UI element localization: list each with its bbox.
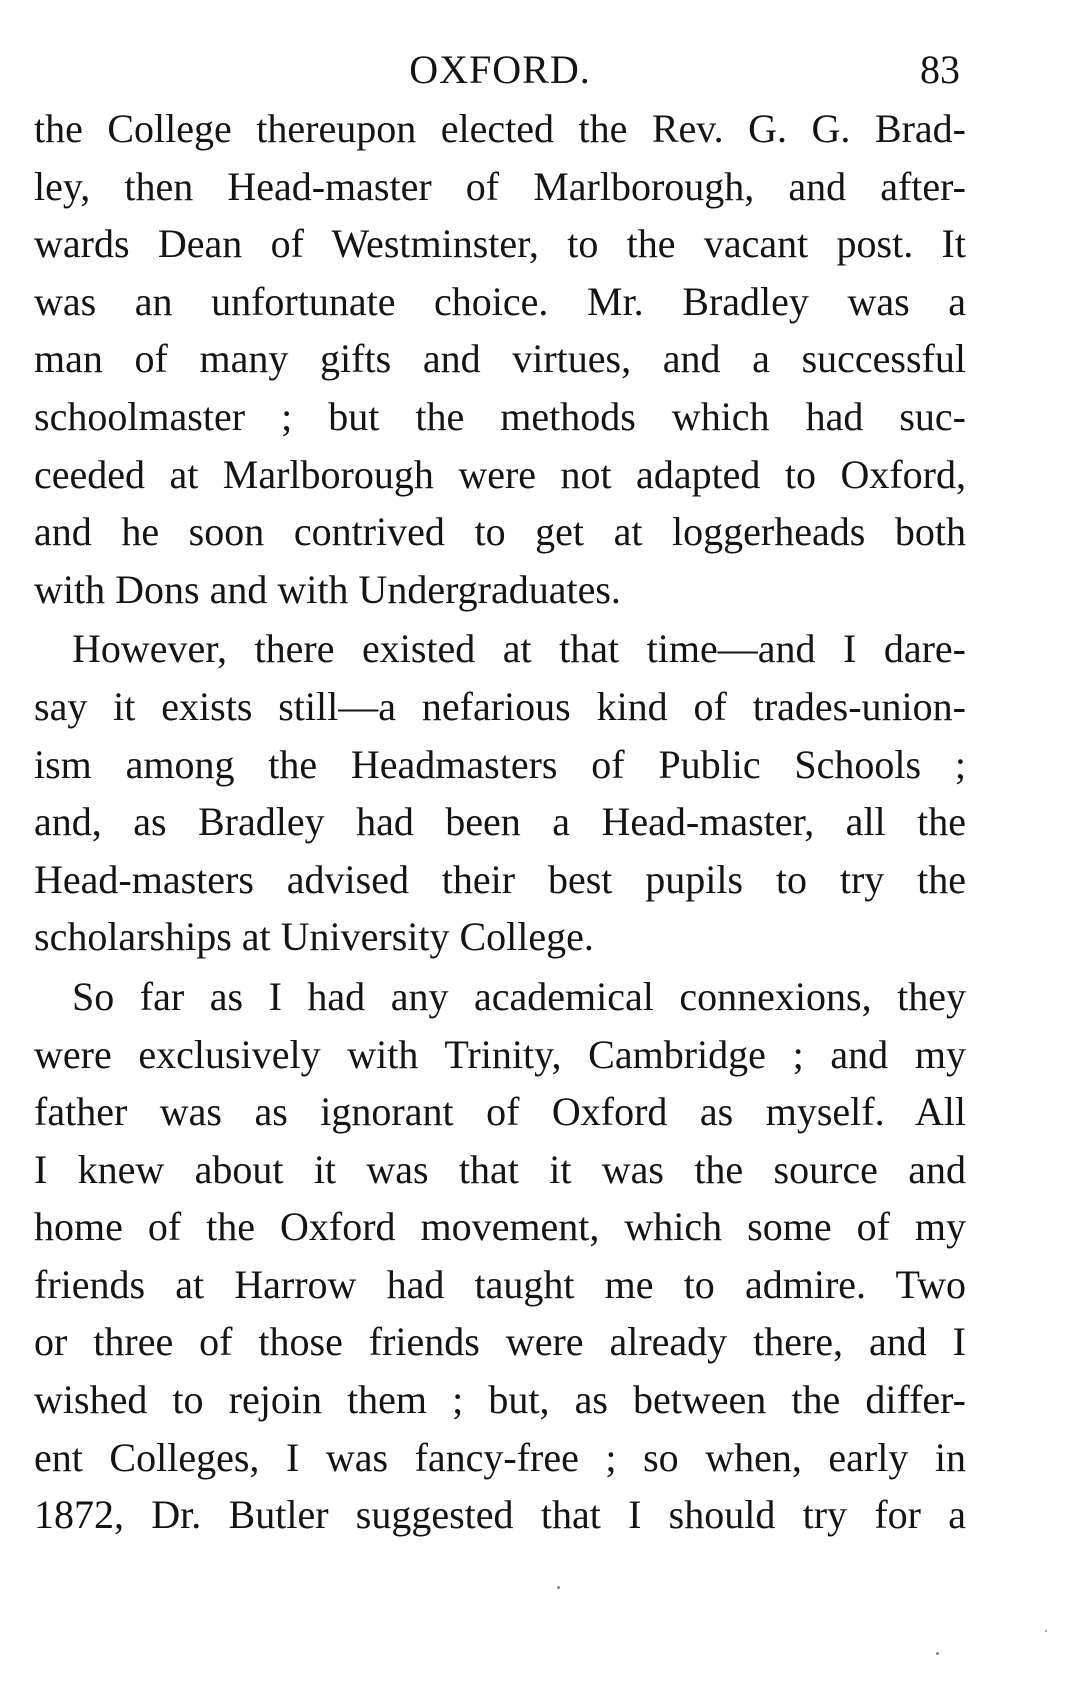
text-line: father was as ignorant of Oxford as myself. All (34, 1089, 966, 1135)
paragraph-2 (34, 620, 966, 966)
paragraph-3 (34, 968, 966, 1544)
text-line: scholarships at University College. (34, 914, 594, 960)
scan-speck (557, 1586, 560, 1589)
text-line: Head-masters advised their best pupils to try the (34, 856, 966, 902)
text-line: ism among the Headmasters of Public Schools ; (34, 741, 966, 787)
page-number: 83 (920, 47, 960, 92)
body-text (34, 100, 966, 1546)
scan-speck (1045, 1630, 1047, 1632)
text-line: the College thereupon elected the Rev. G. G. Brad- (34, 106, 966, 151)
running-title: OXFORD. (409, 47, 591, 92)
text-line: So far as I had any academical connexions, they (72, 973, 966, 1019)
text-line: friends at Harrow had taught me to admire. Two (34, 1261, 966, 1307)
text-line: home of the Oxford movement, which some of my (34, 1204, 966, 1250)
text-line: wards Dean of Westminster, to the vacant post. It (34, 221, 966, 267)
text-line: ent Colleges, I was fancy-free ; so when, early in (34, 1434, 966, 1480)
text-line: and, as Bradley had been a Head-master, all the (34, 799, 966, 845)
text-line: schoolmaster ; but the methods which had suc- (34, 393, 966, 439)
text-line: I knew about it was that it was the source and (34, 1146, 966, 1192)
text-line: 1872, Dr. Butler suggested that I should try for a (34, 1492, 966, 1538)
text-line: with Dons and with Undergraduates. (34, 566, 621, 612)
text-line: say it exists still—a nefarious kind of trades-union- (34, 683, 966, 729)
text-line: were exclusively with Trinity, Cambridge ; and my (34, 1031, 966, 1077)
text-line: or three of those friends were already there, and I (34, 1319, 966, 1365)
paragraph-1 (34, 100, 966, 618)
running-head (40, 42, 960, 98)
text-line: wished to rejoin them ; but, as between the differ- (34, 1377, 966, 1423)
text-line: ceeded at Marlborough were not adapted to Oxford, (34, 451, 966, 497)
text-line: However, there existed at that time—and I dare- (72, 626, 966, 672)
scan-speck (936, 1652, 939, 1655)
text-line: ley, then Head-master of Marlborough, and after- (34, 163, 966, 209)
text-line: was an unfortunate choice. Mr. Bradley was a (34, 278, 966, 324)
text-line: man of many gifts and virtues, and a successful (34, 336, 966, 382)
text-line: and he soon contrived to get at loggerheads both (34, 509, 966, 555)
